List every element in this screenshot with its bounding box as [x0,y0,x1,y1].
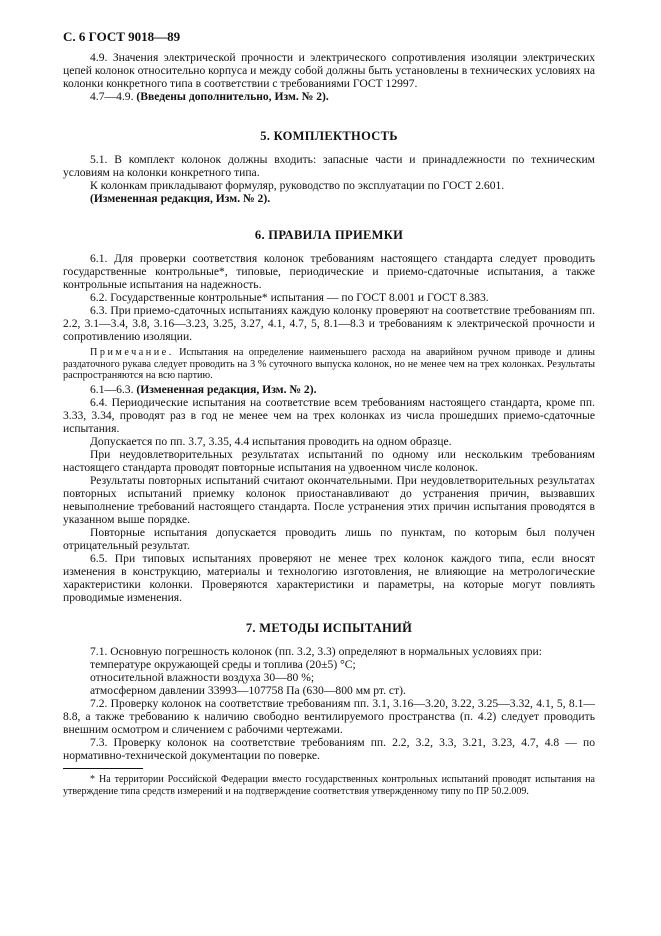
paragraph-6-4: 6.4. Периодические испытания на соответствие всем требованиям настоящего стандарта, кроме пп. 3.33, 3.34, проводят раз в год не менее чем на трех колонках из числа прошедших приемо-сдаточные испытания. [63,396,595,435]
note-6-3 [63,347,595,382]
footnote-divider [63,768,143,769]
paragraph-6-5: 6.5. При типовых испытаниях проверяют не менее трех колонок каждого типа, если вносят изменения в конструкцию, материалы и технологию изготовления, не влияющие на метрологические характеристики колонки. Проверяются характеристики и параметры, на которые могут повлиять проводимые изменения. [63,552,595,604]
section-5-title: 5. КОМПЛЕКТНОСТЬ [260,129,398,143]
paragraph-7-1: 7.1. Основную погрешность колонок (пп. 3.2, 3.3) определяют в нормальных условиях при: [90,645,542,658]
note-text: Испытания на определение наименьшего расхода на аварийном ручном приводе и длины раздаточного рукава следует проводить на 3 % суточного выпуска колонок, но не менее чем на трех колонках. Результаты распространяются на всю партию. [63,347,595,381]
paragraph-6-4-repeat: Повторные испытания допускается проводить лишь по пунктам, по которым был получен отрицательный результат. [63,526,595,552]
amendment-ref: 6.1—6.3. [90,383,134,396]
paragraph-7-3: 7.3. Проверку колонок на соответствие требованиям пп. 2.2, 3.2, 3.3, 3.21, 3.23, 4.7, 4.8 — по нормативно-технической документации по поверке. [63,736,595,762]
footnote: * На территории Российской Федерации вместо государственных контрольных испытаний проводят испытания на утверждение типа средств измерений и на подтверждение соответствия утвержденному типу по ПР 50.2.009. [63,774,595,797]
condition-humidity: относительной влажности воздуха 30—80 %; [90,671,315,684]
section-7-title: 7. МЕТОДЫ ИСПЫТАНИЙ [245,621,413,635]
amendment-text: (Введены дополнительно, Изм. № 2). [136,90,329,103]
page-header: С. 6 ГОСТ 9018—89 [63,29,181,44]
paragraph-6-2: 6.2. Государственные контрольные* испытания — по ГОСТ 8.001 и ГОСТ 8.383. [90,291,489,304]
paragraph-4-9: 4.9. Значения электрической прочности и электрического сопротивления изоляции электрических цепей колонок относительно корпуса и между собой должны быть установлены в технических условиях на колонки конкретного типа в соответствии с требованиями ГОСТ 12997. [63,51,595,90]
amendment-ref: 4.7—4.9. [90,90,134,103]
amendment-5: (Измененная редакция, Изм. № 2). [90,192,271,205]
paragraph-5-1: 5.1. В комплект колонок должны входить: запасные части и принадлежности по техническим условиям на колонки конкретного типа. [63,153,595,179]
paragraph-6-4-results: Результаты повторных испытаний считают окончательными. При неудовлетворительных результатах повторных испытаний приемку колонок приостанавливают до устранения причин, вызвавших невыполнение требований настоящего стандарта. После устранения этих причин испытания проводятся в указанном выше порядке. [63,474,595,526]
amendment-4-7 [63,90,595,103]
condition-temperature: температуре окружающей среды и топлива (20±5) °С; [90,658,356,671]
note-label: Примечание. [90,347,174,358]
section-6-title: 6. ПРАВИЛА ПРИЕМКИ [254,228,404,242]
amendment-text: (Измененная редакция, Изм. № 2). [136,383,317,396]
paragraph-5-1-docs: К колонкам прикладывают формуляр, руководство по эксплуатации по ГОСТ 2.601. [90,179,505,192]
amendment-6 [63,383,595,396]
condition-pressure: атмосферном давлении 33993—107758 Па (630—800 мм рт. ст). [90,684,406,697]
paragraph-6-4-retest: При неудовлетворительных результатах испытаний по одному или нескольким требованиям настоящего стандарта проводят повторные испытания на удвоенном числе колонок. [63,448,595,474]
paragraph-6-4-single-sample: Допускается по пп. 3.7, 3.35, 4.4 испытания проводить на одном образце. [90,435,452,448]
paragraph-7-2: 7.2. Проверку колонок на соответствие требованиям пп. 3.1, 3.16—3.20, 3.22, 3.25—3.32, 4.1, 5, 8.1—8.8, а также требованию к наличию свободно вентилируемого пространства (п. 4.2) следует проводить внешним осмотром и сличением с рабочими чертежами. [63,697,595,736]
paragraph-6-1: 6.1. Для проверки соответствия колонок требованиям настоящего стандарта следует проводить государственные контрольные*, типовые, периодические и приемо-сдаточные испытания, а также контрольные испытания на надежность. [63,252,595,291]
paragraph-6-3: 6.3. При приемо-сдаточных испытаниях каждую колонку проверяют на соответствие требованиям пп. 2.2, 3.1—3.4, 3.8, 3.16—3.23, 3.25, 3.27, 4.1, 4.7, 5, 8.1—8.3 и требованиям к электрической прочности и сопротивлению изоляции. [63,304,595,343]
